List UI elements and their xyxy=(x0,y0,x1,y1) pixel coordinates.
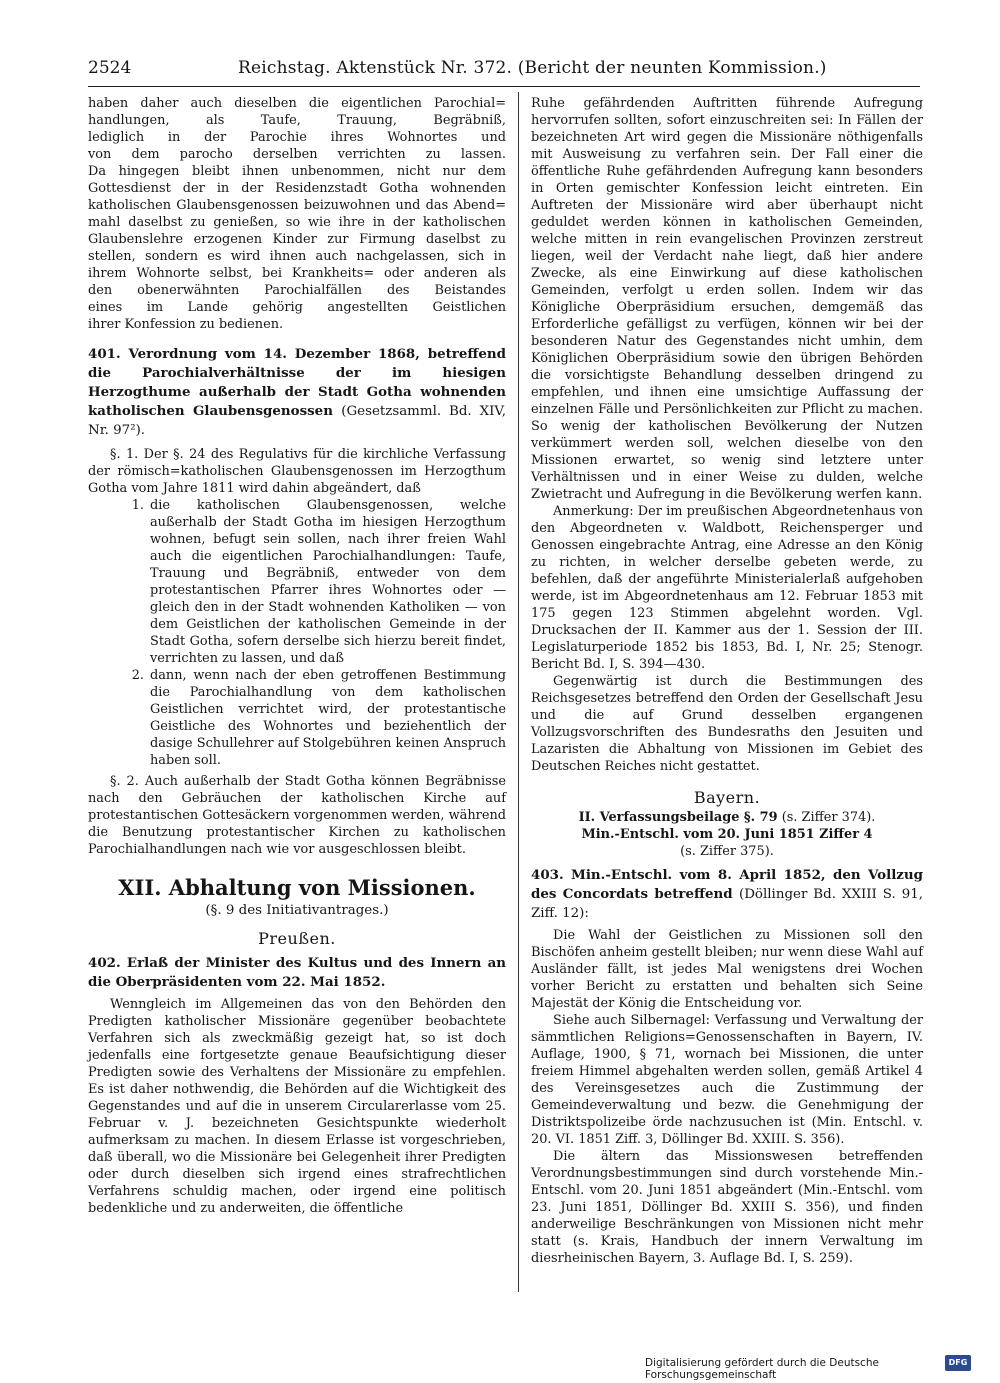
cross-reference-1: II. Verfassungsbeilage §. 79 (s. Ziffer 374). xyxy=(578,810,876,825)
section-402-text: Wenngleich im Allgemeinen das von den Behörden den Predigten katholischer Missionäre gegenüber beobachtete Verfahren sich als zweckmäßig gezeigt hat, so ist doch jedenfalls eine fortgesetzte genaue Beaufsichtigung dieser Predigten sowie des Verhaltens der Missionäre zu empfehlen. Es ist daher nothwendig, die Behörden auf die Wichtigkeit des Gegenstandes und auf die in unserem Circularerlasse vom 25. Februar v. J. bezeichneten Gesichtspunkte wiederholt aufmerksam zu machen. In diesem Erlasse ist vorgeschrieben, daß überall, wo die Missionäre bei Gelegenheit ihrer Predigten oder durch dieselben sich irgend eines strafrechtlichen Verfahrens schuldig machen, oder irgend eine politisch bedenkliche und zu anderweiten, die öffentliche xyxy=(88,997,506,1216)
digitization-footer xyxy=(645,1355,970,1381)
section-401-heading: 401. Verordnung vom 14. Dezember 1868, betreffend die Parochialverhältnisse der im hiesigen Herzogthume außerhalb der Stadt Gotha wohnenden katholischen Glaubensgenossen (Gesetzsamml. Bd. XIV, Nr. 97²). xyxy=(88,346,506,438)
dfg-logo: DFG xyxy=(945,1355,971,1371)
section-402-continuation: Ruhe gefährdenden Auftritten führende Aufregung hervorrufen sollten, sofort einzuschreiten sei: In Fällen der bezeichneten Art wird gegen die Missionäre nöthigenfalls mit Ausweisung zu verfahren sein. Der Fall einer die öffentliche Ruhe gefährdenden Aufregung kann besonders in Orten gemischter Konfession leicht eintreten. Ein Auftreten der Missionäre wird aber überhaupt nicht geduldet werden können in katholischen Gemeinden, welche mitten in rein evangelischen Provinzen zerstreut liegen, weil der Verdacht nahe liegt, daß hier andere Zwecke, als eine Einwirkung auf diese katholischen Gemeinden, verfolgt u erden sollen. Indem wir das Königliche Oberpräsidium ersuchen, demgemäß das Erforderliche gefälligst zu verfügen, können wir bei der besonderen Natur des Gegenstandes nicht umhin, dem Königlichen Oberpräsidium sowie den übrigen Behörden die vorsichtigste Behandlung desselben dringend zu empfehlen, und ihnen eine umsichtige Auffassung der einzelnen Fälle und Persönlichkeiten zur Pflicht zu machen. So wenig der katholischen Bevölkerung der Nutzen verkümmert werden soll, welchen dieselbe von den Missionen erwartet, so wenig sind letztere unter Verhältnissen und in einer Weise zu dulden, welche Zwietracht und Aufregung in die Bevölkerung werfen kann. xyxy=(531,96,923,502)
intro-line: eines im Lande gehörig angestellten Geistlichen xyxy=(88,300,506,315)
left-column xyxy=(88,95,506,1217)
land-heading-preussen: Preußen. xyxy=(258,929,336,948)
section-403-paragraph-3: Die ältern das Missionswesen betreffenden Verordnungsbestimmungen sind durch vorstehende Min.-Entschl. vom 20. Juni 1851 abgeändert (Min.-Entschl. vom 23. Juni 1851, Döllinger Bd. XXIII S. 356), und finden anderweilige Beschränkungen von Missionen nicht mehr statt (s. Krais, Handbuch der innern Verwaltung im diesrheinischen Bayern, 3. Auflage Bd. I, S. 259). xyxy=(531,1149,923,1266)
intro-paragraph xyxy=(88,95,506,333)
intro-line: Da hingegen bleibt ihnen unbenommen, nicht nur dem xyxy=(88,164,506,179)
intro-line: stellen, sondern es wird ihnen auch nachgelassen, sich in xyxy=(88,249,506,264)
intro-line: den obenerwähnten Parochialfällen des Beistandes xyxy=(88,283,506,298)
cross-reference-2: Min.-Entschl. vom 20. Juni 1851 Ziffer 4 xyxy=(581,827,873,842)
section-403-paragraph-2: Siehe auch Silbernagel: Verfassung und Verwaltung der sämmtlichen Religions=Genossenschaften in Bayern, IV. Auflage, 1900, § 71, wornach bei Missionen, die unter freiem Himmel abgehalten werden sollen, gemäß Artikel 4 des Vereinsgesetzes auch die Zustimmung der Gemeindeverwaltung und bezw. die Genehmigung der Distriktspolizeibe örde nachzusuchen ist (Min. Entschl. v. 20. VI. 1851 Ziff. 3, Döllinger Bd. XXIII. S. 356). xyxy=(531,1013,923,1147)
section-xii-subtitle: (§. 9 des Initiativantrages.) xyxy=(205,903,389,918)
list-item: 1. die katholischen Glaubensgenossen, welche außerhalb der Stadt Gotha im hiesigen Herzogthum wohnen, befugt sein sollen, nach ihrer freien Wahl auch die eigentlichen Parochialhandlungen: Taufe, Trauung und Begräbniß, entweder von dem protestantischen Pfarrer ihres Wohnortes oder — gleich den in der Stadt wohnenden Katholiken — von dem Geistlichen der katholischen Gemeinde in der Stadt Gotha, sofern derselbe sich hierzu bereit findet, verrichten zu lassen, und daß xyxy=(131,498,506,666)
section-401-paragraph-2: §. 2. Auch außerhalb der Stadt Gotha können Begräbnisse nach den Gebräuchen der katholischen Kirche auf protestantischen Gottesäckern vorgenommen werden, während die Benutzung protestantischer Kirchen zu katholischen Parochialhandlungen nach wie vor ausgeschlossen bleibt. xyxy=(88,774,506,857)
intro-line: katholischen Glaubensgenossen beizuwohnen und das Abend= xyxy=(88,198,506,213)
footer-credit: Digitalisierung gefördert durch die Deutsche Forschungsgemeinschaft xyxy=(645,1357,879,1381)
section-401-reference: (Gesetzsamml. Bd. XIV, Nr. 97²). xyxy=(88,404,506,438)
page-number: 2524 xyxy=(88,58,132,78)
intro-line: lediglich in der Parochie ihres Wohnortes und xyxy=(88,130,506,145)
gegenwaertig-paragraph: Gegenwärtig ist durch die Bestimmungen des Reichsgesetzes betreffend den Orden der Gesellschaft Jesu und die auf Grund desselben ergangenen Vollzugsvorschriften des Bundesraths den Jesuiten und Lazaristen die Abhaltung von Missionen im Gebiet des Deutschen Reiches nicht gestattet. xyxy=(531,674,923,774)
section-402-heading: 402. Erlaß der Minister des Kultus und des Innern an die Oberpräsidenten vom 22. Mai 1852. xyxy=(88,955,506,990)
section-xii-title: XII. Abhaltung von Missionen. xyxy=(118,875,476,900)
cross-reference-3: (s. Ziffer 375). xyxy=(680,844,774,859)
land-heading-bayern: Bayern. xyxy=(693,788,761,807)
section-403-reference: (Döllinger Bd. XXIII S. 91, Ziff. 12): xyxy=(531,887,923,921)
section-401-paragraph-1: §. 1. Der §. 24 des Regulativs für die kirchliche Verfassung der römisch=katholischen Glaubensgenossen im Herzogthum Gotha vom Jahre 1811 wird dahin abgeändert, daß xyxy=(88,447,506,496)
intro-line: haben daher auch dieselben die eigentlichen Parochial= xyxy=(88,96,506,111)
header-rule xyxy=(88,86,920,87)
anmerkung-paragraph: Anmerkung: Der im preußischen Abgeordnetenhaus von den Abgeordneten v. Waldbott, Reichensperger und Genossen eingebrachte Antrag, eine Adresse an den König zu richten, in welcher derselbe gebeten werde, zu befehlen, daß der angeführte Ministerialerlaß aufgehoben werde, ist im Abgeordnetenhaus am 12. Februar 1853 mit 175 gegen 123 Stimmen abgelehnt worden. Vgl. Drucksachen der II. Kammer aus der 1. Session der III. Legislaturperiode 1852 bis 1853, Bd. I, Nr. 25; Stenogr. Bericht Bd. I, S. 394—430. xyxy=(531,504,923,672)
right-column xyxy=(531,95,923,1267)
running-title: Reichstag. Aktenstück Nr. 372. (Bericht der neunten Kommission.) xyxy=(238,58,827,78)
intro-line: handlungen, als Taufe, Trauung, Begräbniß, xyxy=(88,113,506,128)
intro-line: ihrem Wohnorte selbst, bei Krankheits= oder anderen als xyxy=(88,266,506,281)
column-divider xyxy=(518,92,519,1292)
intro-line: Glaubenslehre erzogenen Kinder zur Firmung daselbst zu xyxy=(88,232,506,247)
intro-line: Gottesdienst der in der Residenzstadt Gotha wohnenden xyxy=(88,181,506,196)
section-403-heading: 403. Min.-Entschl. vom 8. April 1852, den Vollzug des Concordats betreffend (Döllinger Bd. XXIII S. 91, Ziff. 12): xyxy=(531,867,923,921)
intro-line: von dem parocho derselben verrichten zu lassen. xyxy=(88,147,506,162)
list-item: 2. dann, wenn nach der eben getroffenen Bestimmung die Parochialhandlung von dem katholischen Geistlichen verrichtet wird, der protestantische Geistliche des Wohnortes und beziehentlich der dasige Schullehrer auf Stolgebühren keinen Anspruch haben soll. xyxy=(131,668,506,768)
section-403-paragraph-1: Die Wahl der Geistlichen zu Missionen soll den Bischöfen anheim gestellt bleiben; nur wenn diese Wahl auf Ausländer fällt, ist jedes Mal wenigstens drei Wochen vorher Bericht zu erstatten und behalten sich Seine Majestät der König die Entscheidung vor. xyxy=(531,928,923,1011)
intro-line: ihrer Konfession zu bedienen. xyxy=(88,317,284,332)
section-401-list xyxy=(88,497,506,769)
intro-line: mahl daselbst zu genießen, so wie ihre in der katholischen xyxy=(88,215,506,230)
page-header xyxy=(88,58,920,84)
